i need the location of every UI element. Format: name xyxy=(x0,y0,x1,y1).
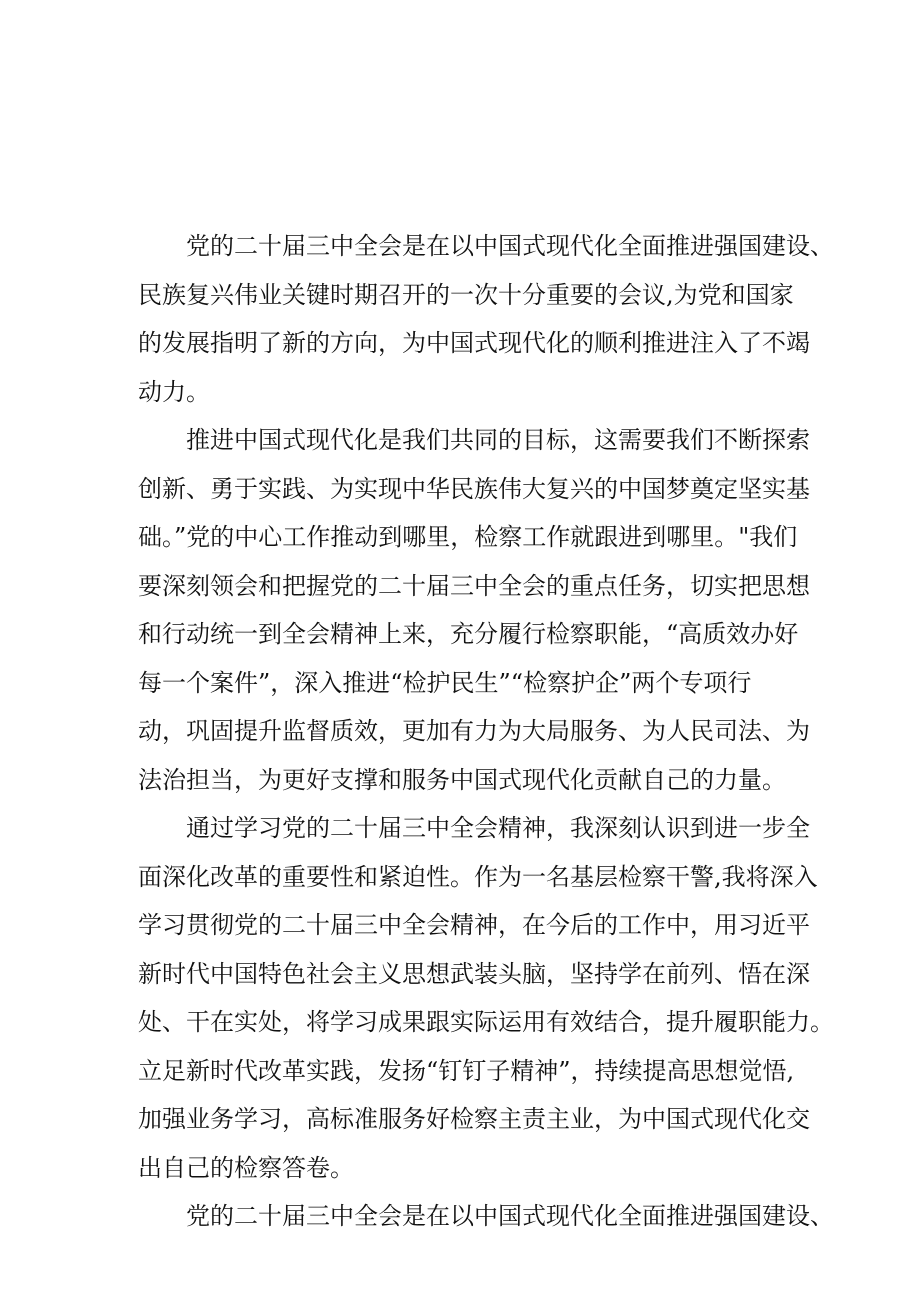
paragraph-3-line-8: 出自己的检察答卷。 xyxy=(138,1153,354,1182)
paragraph-3-line-3: 学习贯彻党的二十届三中全会精神，在今后的工作中，用习近平 xyxy=(138,911,810,939)
paragraph-3-line-7: 加强业务学习，高标准服务好检察主责主业，为中国式现代化交 xyxy=(138,1105,810,1133)
paragraph-3-line-2: 面深化改革的重要性和紧迫性。作为一名基层检察干警,我将深入 xyxy=(138,862,818,891)
paragraph-2-line-8: 法治担当，为更好支撑和服务中国式现代化贡献自己的力量。 xyxy=(138,765,786,794)
paragraph-3-line-6: 立足新时代改革实践，发扬“钉钉子精神”，持续提高思想觉悟, xyxy=(138,1056,795,1085)
paragraph-3-line-4: 新时代中国特色社会主义思想武装头脑，坚持学在前列、悟在深 xyxy=(138,959,810,988)
paragraph-2-line-5: 和行动统一到全会精神上来，充分履行检察职能，“高质效办好 xyxy=(138,620,799,648)
paragraph-3-line-1: 通过学习党的二十届三中全会精神，我深刻认识到进一步全 xyxy=(186,814,810,842)
paragraph-2-line-7: 动，巩固提升监督质效，更加有力为大局服务、为人民司法、为 xyxy=(138,717,810,745)
paragraph-2-line-2: 创新、勇于实践、为实现中华民族伟大复兴的中国梦奠定坚实基 xyxy=(138,474,810,503)
paragraph-2-line-3: 础。”党的中心工作推动到哪里，检察工作就跟进到哪里。"我们 xyxy=(138,523,798,551)
paragraph-2-line-1: 推进中国式现代化是我们共同的目标，这需要我们不断探索 xyxy=(186,426,810,454)
paragraph-3-line-5: 处、干在实处，将学习成果跟实际运用有效结合，提升履职能力。 xyxy=(138,1008,834,1036)
paragraph-1-line-3: 的发展指明了新的方向，为中国式现代化的顺利推进注入了不竭 xyxy=(138,329,810,357)
document-body xyxy=(138,222,834,1241)
paragraph-2-line-6: 每一个案件”，深入推进“检护民生”“检察护企”两个专项行 xyxy=(138,668,752,697)
paragraph-1-line-1: 党的二十届三中全会是在以中国式现代化全面推进强国建设、 xyxy=(186,232,834,260)
paragraph-4-line-1: 党的二十届三中全会是在以中国式现代化全面推进强国建设、 xyxy=(186,1202,834,1230)
paragraph-1-line-4: 动力。 xyxy=(138,377,210,406)
paragraph-1-line-2: 民族复兴伟业关键时期召开的一次十分重要的会议,为党和国家 xyxy=(138,280,794,309)
paragraph-2-line-4: 要深刻领会和把握党的二十届三中全会的重点任务，切实把思想 xyxy=(138,571,810,600)
